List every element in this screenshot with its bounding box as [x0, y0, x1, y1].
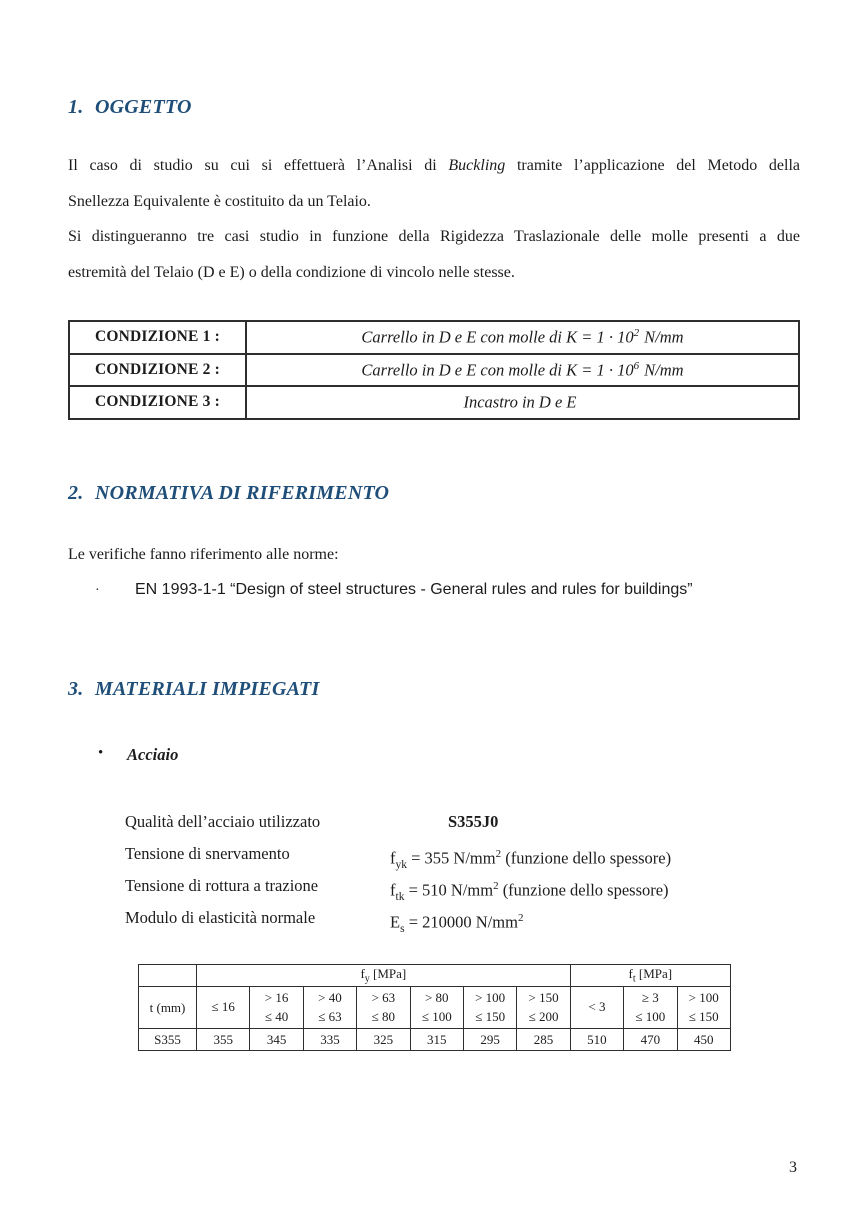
material-row — [125, 870, 765, 902]
material-properties — [125, 806, 765, 934]
intro-paragraph — [68, 148, 800, 290]
paragraph-line: Snellezza Equivalente è costituito da un Telaio. — [68, 192, 371, 210]
threshold-line2: ≤ 150 — [475, 1008, 506, 1024]
steel-strength-table — [138, 964, 731, 1051]
symbol: f — [360, 966, 365, 982]
threshold-line2: ≤ 80 — [371, 1008, 396, 1024]
strength-value-cell: 345 — [250, 1029, 303, 1051]
section1-title: OGGETTO — [95, 96, 192, 118]
paragraph-text: Il caso di studio su cui si effettuerà l’Analisi di — [68, 157, 449, 174]
condition-value-text: Carrello in D e E con molle di K = 1 · 10 — [361, 327, 634, 347]
steel-table-value-row — [139, 1029, 731, 1051]
symbol: f — [390, 880, 396, 900]
threshold-line2: ≤ 63 — [318, 1008, 342, 1024]
section3-heading — [68, 678, 319, 701]
unit-label: [MPa] — [369, 966, 407, 982]
fy-group-header — [197, 965, 571, 987]
condition-value-exponent: 2 — [633, 327, 640, 339]
paragraph-line: estremità del Telaio (D e E) o della condizione di vincolo nelle stesse. — [68, 263, 515, 281]
condition-value-unit: N/mm — [644, 360, 684, 379]
section2-title: NORMATIVA DI RIFERIMENTO — [95, 482, 390, 504]
unit-label: [MPa] — [635, 966, 673, 982]
strength-value-cell: 510 — [570, 1029, 623, 1051]
symbol-subscript: t — [632, 973, 636, 985]
section1-heading — [68, 96, 192, 119]
unit-exponent: 2 — [493, 880, 499, 892]
condition-label: CONDIZIONE 2 : — [69, 354, 246, 387]
condition-row — [69, 321, 799, 354]
threshold-line2: ≤ 100 — [421, 1008, 452, 1024]
symbol-subscript: yk — [395, 858, 407, 871]
unit-exponent: 2 — [517, 912, 524, 924]
steel-grade: S355J0 — [448, 812, 499, 831]
condition-label: CONDIZIONE 1 : — [69, 321, 246, 354]
buckling-term: Buckling — [448, 157, 506, 174]
reference-item: EN 1993-1-1 “Design of steel structures - General rules and rules for buildings” — [135, 581, 693, 598]
subsection-acciaio-title: Acciaio — [127, 745, 179, 764]
material-row — [125, 838, 765, 870]
grade-label-cell: S355 — [139, 1029, 197, 1051]
threshold-cell — [570, 987, 623, 1029]
corner-cell — [139, 965, 197, 987]
acciaio-bullet-icon: • — [98, 745, 104, 761]
material-label: Modulo di elasticità normale — [125, 908, 316, 927]
condition-value-text: Incastro in D e E — [463, 392, 577, 412]
threshold-cell — [677, 987, 730, 1029]
paragraph-line — [68, 148, 800, 184]
threshold-line1: > 100 — [475, 990, 506, 1005]
value-note: (funzione dello spessore) — [498, 880, 669, 900]
material-value — [390, 806, 498, 838]
material-label: Tensione di snervamento — [125, 844, 290, 863]
strength-value-cell: 450 — [677, 1029, 730, 1051]
threshold-line2: ≤ 150 — [688, 1008, 719, 1024]
ft-group-header — [570, 965, 730, 987]
threshold-line1: > 80 — [424, 990, 449, 1005]
symbol: f — [628, 966, 633, 982]
material-label: Tensione di rottura a trazione — [125, 876, 319, 895]
strength-value-cell: 285 — [517, 1029, 570, 1051]
conditions-table — [68, 320, 800, 420]
condition-value — [246, 354, 799, 387]
condition-value-text: Carrello in D e E con molle di K = 1 · 10 — [361, 360, 634, 379]
threshold-cell — [357, 987, 410, 1029]
material-row — [125, 806, 765, 838]
condition-row — [69, 354, 799, 387]
threshold-cell — [624, 987, 677, 1029]
threshold-line1: > 150 — [528, 990, 559, 1005]
threshold-line1: > 40 — [318, 990, 342, 1005]
value-note: (funzione dello spessore) — [501, 848, 672, 868]
material-label: Qualità dell’acciaio utilizzato — [125, 812, 321, 831]
condition-value — [246, 321, 799, 354]
threshold-cell — [410, 987, 463, 1029]
value-text: = 355 N/mm — [407, 848, 496, 868]
threshold-line2: ≤ 100 — [635, 1008, 666, 1024]
symbol: f — [390, 848, 396, 868]
section3-title: MATERIALI IMPIEGATI — [95, 678, 320, 700]
symbol-subscript: y — [364, 973, 370, 985]
paragraph-text: tramite l’applicazione del Metodo della — [505, 157, 800, 174]
threshold-cell — [303, 987, 356, 1029]
threshold-cell — [517, 987, 570, 1029]
threshold-line1: ≤ 16 — [211, 999, 235, 1015]
threshold-line1: ≥ 3 — [641, 990, 659, 1005]
symbol-subscript: tk — [395, 890, 405, 903]
unit-exponent: 2 — [495, 848, 502, 860]
threshold-line1: > 63 — [371, 990, 396, 1005]
strength-value-cell: 335 — [303, 1029, 356, 1051]
page-number: 3 — [789, 1159, 797, 1176]
condition-value-exponent: 6 — [633, 359, 640, 372]
strength-value-cell: 295 — [463, 1029, 516, 1051]
steel-table-threshold-row — [139, 987, 731, 1029]
strength-value-cell: 470 — [624, 1029, 677, 1051]
norms-intro: Le verifiche fanno riferimento alle norme: — [68, 546, 339, 563]
thickness-header-cell: t (mm) — [139, 987, 197, 1029]
threshold-line2: ≤ 40 — [264, 1008, 289, 1024]
threshold-line1: < 3 — [588, 999, 606, 1015]
section2-number: 2. — [68, 482, 84, 504]
section3-number: 3. — [68, 678, 84, 700]
section1-number: 1. — [68, 96, 84, 118]
material-value — [390, 902, 523, 945]
section2-heading — [68, 482, 389, 505]
value-text: = 510 N/mm — [404, 880, 494, 900]
value-text: = 210000 N/mm — [404, 912, 518, 932]
threshold-cell — [197, 987, 250, 1029]
reference-bullet-icon: · — [95, 583, 100, 598]
condition-value-unit: N/mm — [644, 327, 684, 347]
strength-value-cell: 325 — [357, 1029, 410, 1051]
steel-table-group-header-row — [139, 965, 731, 987]
symbol-subscript: s — [400, 922, 405, 935]
threshold-cell — [250, 987, 303, 1029]
threshold-line1: > 100 — [688, 990, 719, 1005]
paragraph-line: Si distingueranno tre casi studio in funzione della Rigidezza Traslazionale delle molle presenti a due — [68, 228, 800, 245]
condition-value — [246, 386, 799, 419]
condition-row — [69, 386, 799, 419]
threshold-line2: ≤ 200 — [528, 1008, 559, 1024]
symbol: E — [390, 912, 401, 932]
condition-label: CONDIZIONE 3 : — [69, 386, 246, 419]
threshold-cell — [463, 987, 516, 1029]
strength-value-cell: 355 — [197, 1029, 250, 1051]
threshold-line1: > 16 — [264, 990, 289, 1005]
material-row — [125, 902, 765, 934]
strength-value-cell: 315 — [410, 1029, 463, 1051]
